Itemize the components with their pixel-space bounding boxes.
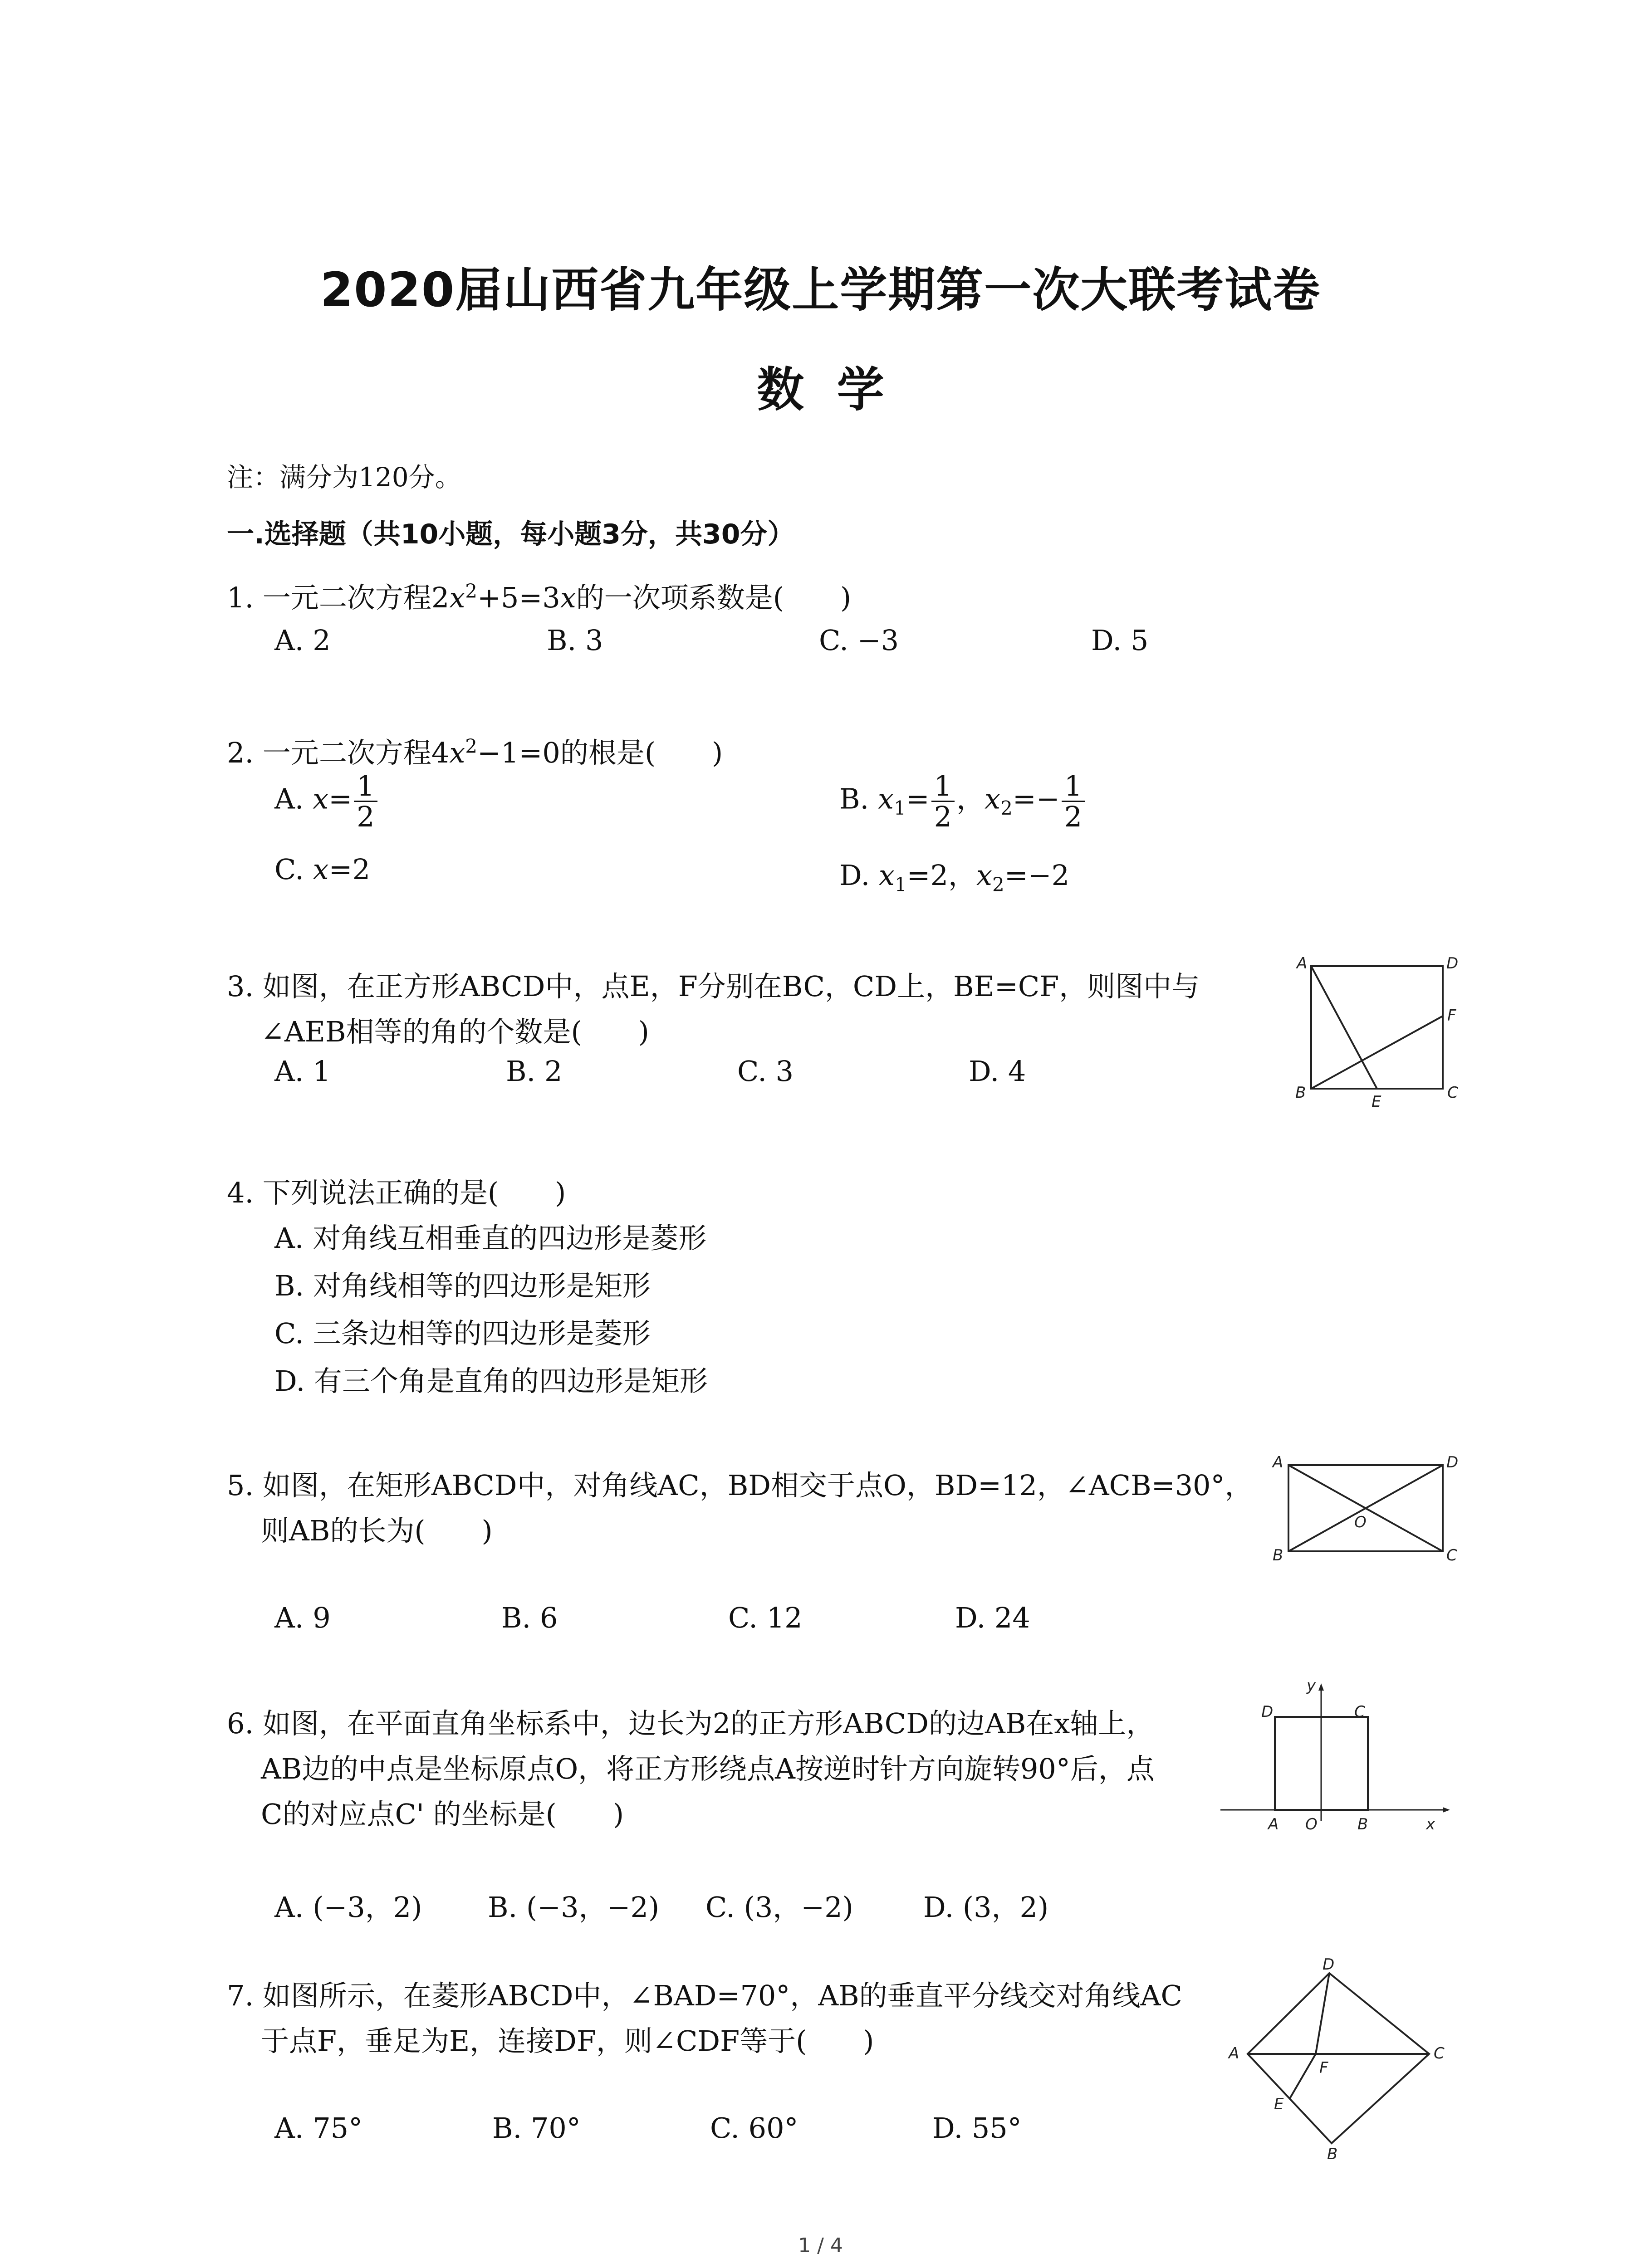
label-o: O bbox=[1305, 1815, 1318, 1833]
option-a[interactable]: A. 对角线互相垂直的四边形是菱形 bbox=[274, 1222, 707, 1255]
label-b: B bbox=[1273, 1546, 1283, 1564]
option-b[interactable]: B. 对角线相等的四边形是矩形 bbox=[274, 1269, 651, 1302]
label-y: y bbox=[1307, 1677, 1316, 1695]
question-6: 6. 如图，在平面直角坐标系中，边长为2的正方形ABCD的边AB在x轴上， bbox=[227, 1707, 1155, 1740]
option-b[interactable]: B. $x_1=$ $\frac{1}{2}$ ，$x_2=-$ $\frac{1}{2}$ bbox=[839, 771, 1087, 831]
label-c: C bbox=[1354, 1703, 1365, 1721]
question-number: 3. bbox=[227, 970, 254, 1003]
label-a: A bbox=[1273, 1453, 1283, 1471]
label-a: A bbox=[1229, 2044, 1239, 2063]
question-number: 7. bbox=[227, 1979, 254, 2012]
option-b[interactable]: B. 6 bbox=[501, 1601, 558, 1634]
label-b: B bbox=[1295, 1084, 1306, 1102]
question-number: 2. bbox=[227, 736, 254, 769]
option-b[interactable]: B. 2 bbox=[506, 1055, 563, 1088]
question-4: 4. 下列说法正确的是( ) bbox=[227, 1176, 566, 1209]
label-a: A bbox=[1297, 954, 1308, 973]
label-c: C bbox=[1447, 1084, 1458, 1102]
question-7-line2: 于点F，垂足为E，连接DF，则∠CDF等于( ) bbox=[261, 2024, 874, 2058]
question-number: 6. bbox=[227, 1707, 254, 1740]
option-a[interactable]: A. 75° bbox=[274, 2112, 363, 2145]
fraction: $\frac{1}{2}$ bbox=[931, 771, 955, 831]
label-f: F bbox=[1447, 1007, 1456, 1025]
option-c[interactable]: C. 三条边相等的四边形是菱形 bbox=[274, 1317, 651, 1350]
label-d: D bbox=[1446, 954, 1459, 973]
exam-title: 2020届山西省九年级上学期第一次大联考试卷 bbox=[320, 262, 1321, 318]
option-d[interactable]: D. 55° bbox=[932, 2112, 1022, 2145]
question-6-line3: C的对应点C' 的坐标是( ) bbox=[261, 1798, 624, 1831]
option-c[interactable]: C. 12 bbox=[728, 1601, 803, 1634]
question-5: 5. 如图，在矩形ABCD中，对角线AC，BD相交于点O，BD=12，∠ACB=30°， bbox=[227, 1469, 1253, 1502]
question-7: 7. 如图所示，在菱形ABCD中，∠BAD=70°，AB的垂直平分线交对角线AC bbox=[227, 1979, 1182, 2012]
score-note: 注：满分为120分。 bbox=[227, 462, 461, 493]
option-c[interactable]: C. −3 bbox=[819, 624, 899, 657]
option-a[interactable]: A. 9 bbox=[274, 1601, 331, 1634]
question-number: 1. bbox=[227, 581, 254, 614]
option-c[interactable]: C. 3 bbox=[737, 1055, 794, 1088]
question-number: 4. bbox=[227, 1176, 254, 1209]
fraction: $\frac{1}{2}$ bbox=[1062, 771, 1085, 831]
label-f: F bbox=[1319, 2059, 1328, 2077]
option-d[interactable]: D. (3，2) bbox=[923, 1891, 1049, 1924]
option-b[interactable]: B. (−3，−2) bbox=[488, 1891, 660, 1924]
option-a[interactable]: A. 1 bbox=[274, 1055, 331, 1088]
label-e: E bbox=[1372, 1093, 1381, 1111]
coordinate-figure-q6 bbox=[1216, 1677, 1452, 1833]
question-3: 3. 如图，在正方形ABCD中，点E，F分别在BC，CD上，BE=CF，则图中与 bbox=[227, 970, 1200, 1003]
option-a[interactable]: A. (−3，2) bbox=[274, 1891, 422, 1924]
section-heading: 一.选择题（共10小题，每小题3分，共30分） bbox=[227, 518, 795, 550]
question-5-line2: 则AB的长为( ) bbox=[261, 1514, 493, 1547]
option-a[interactable]: A. x= $\frac{1}{2}$ bbox=[274, 771, 379, 831]
label-d: D bbox=[1261, 1703, 1274, 1721]
page-number: 1 / 4 bbox=[798, 2234, 843, 2257]
fraction: $\frac{1}{2}$ bbox=[354, 771, 377, 831]
label-d: D bbox=[1323, 1955, 1335, 1974]
option-b[interactable]: B. 3 bbox=[547, 624, 603, 657]
label-a: A bbox=[1268, 1815, 1279, 1833]
question-1: 1. 一元二次方程$2x^2+5=3x$的一次项系数是( ) bbox=[227, 580, 852, 614]
rectangle-figure-q5 bbox=[1264, 1454, 1463, 1574]
option-d[interactable]: D. 4 bbox=[969, 1055, 1026, 1088]
option-a[interactable]: A. 2 bbox=[274, 624, 331, 657]
rhombus-figure-q7 bbox=[1225, 1955, 1461, 2163]
option-d[interactable]: D. 5 bbox=[1091, 624, 1149, 657]
square-figure-q3 bbox=[1288, 953, 1461, 1118]
question-6-line2: AB边的中点是坐标原点O，将正方形绕点A按逆时针方向旋转90°后，点 bbox=[261, 1752, 1155, 1785]
subject-title: 数 学 bbox=[757, 362, 884, 417]
question-2: 2. 一元二次方程$4x^2-1=0$的根是( ) bbox=[227, 735, 723, 769]
label-c: C bbox=[1446, 1546, 1457, 1564]
option-c[interactable]: C. 60° bbox=[710, 2112, 798, 2145]
option-d[interactable]: D. 24 bbox=[955, 1601, 1030, 1634]
option-c[interactable]: C. x=2 bbox=[274, 853, 371, 886]
question-number: 5. bbox=[227, 1469, 254, 1502]
option-b[interactable]: B. 70° bbox=[492, 2112, 581, 2145]
label-d: D bbox=[1446, 1453, 1459, 1471]
question-3-line2: ∠AEB相等的角的个数是( ) bbox=[261, 1015, 649, 1048]
option-c[interactable]: C. (3，−2) bbox=[705, 1891, 853, 1924]
label-o: O bbox=[1354, 1513, 1367, 1531]
label-e: E bbox=[1274, 2095, 1284, 2113]
label-c: C bbox=[1434, 2044, 1445, 2063]
label-b: B bbox=[1357, 1815, 1368, 1833]
option-d[interactable]: D. 有三个角是直角的四边形是矩形 bbox=[274, 1364, 708, 1398]
option-d[interactable]: D. $x_1=2$，$x_2=-2$ bbox=[839, 859, 1070, 896]
label-b: B bbox=[1327, 2145, 1338, 2163]
label-x: x bbox=[1426, 1815, 1435, 1833]
